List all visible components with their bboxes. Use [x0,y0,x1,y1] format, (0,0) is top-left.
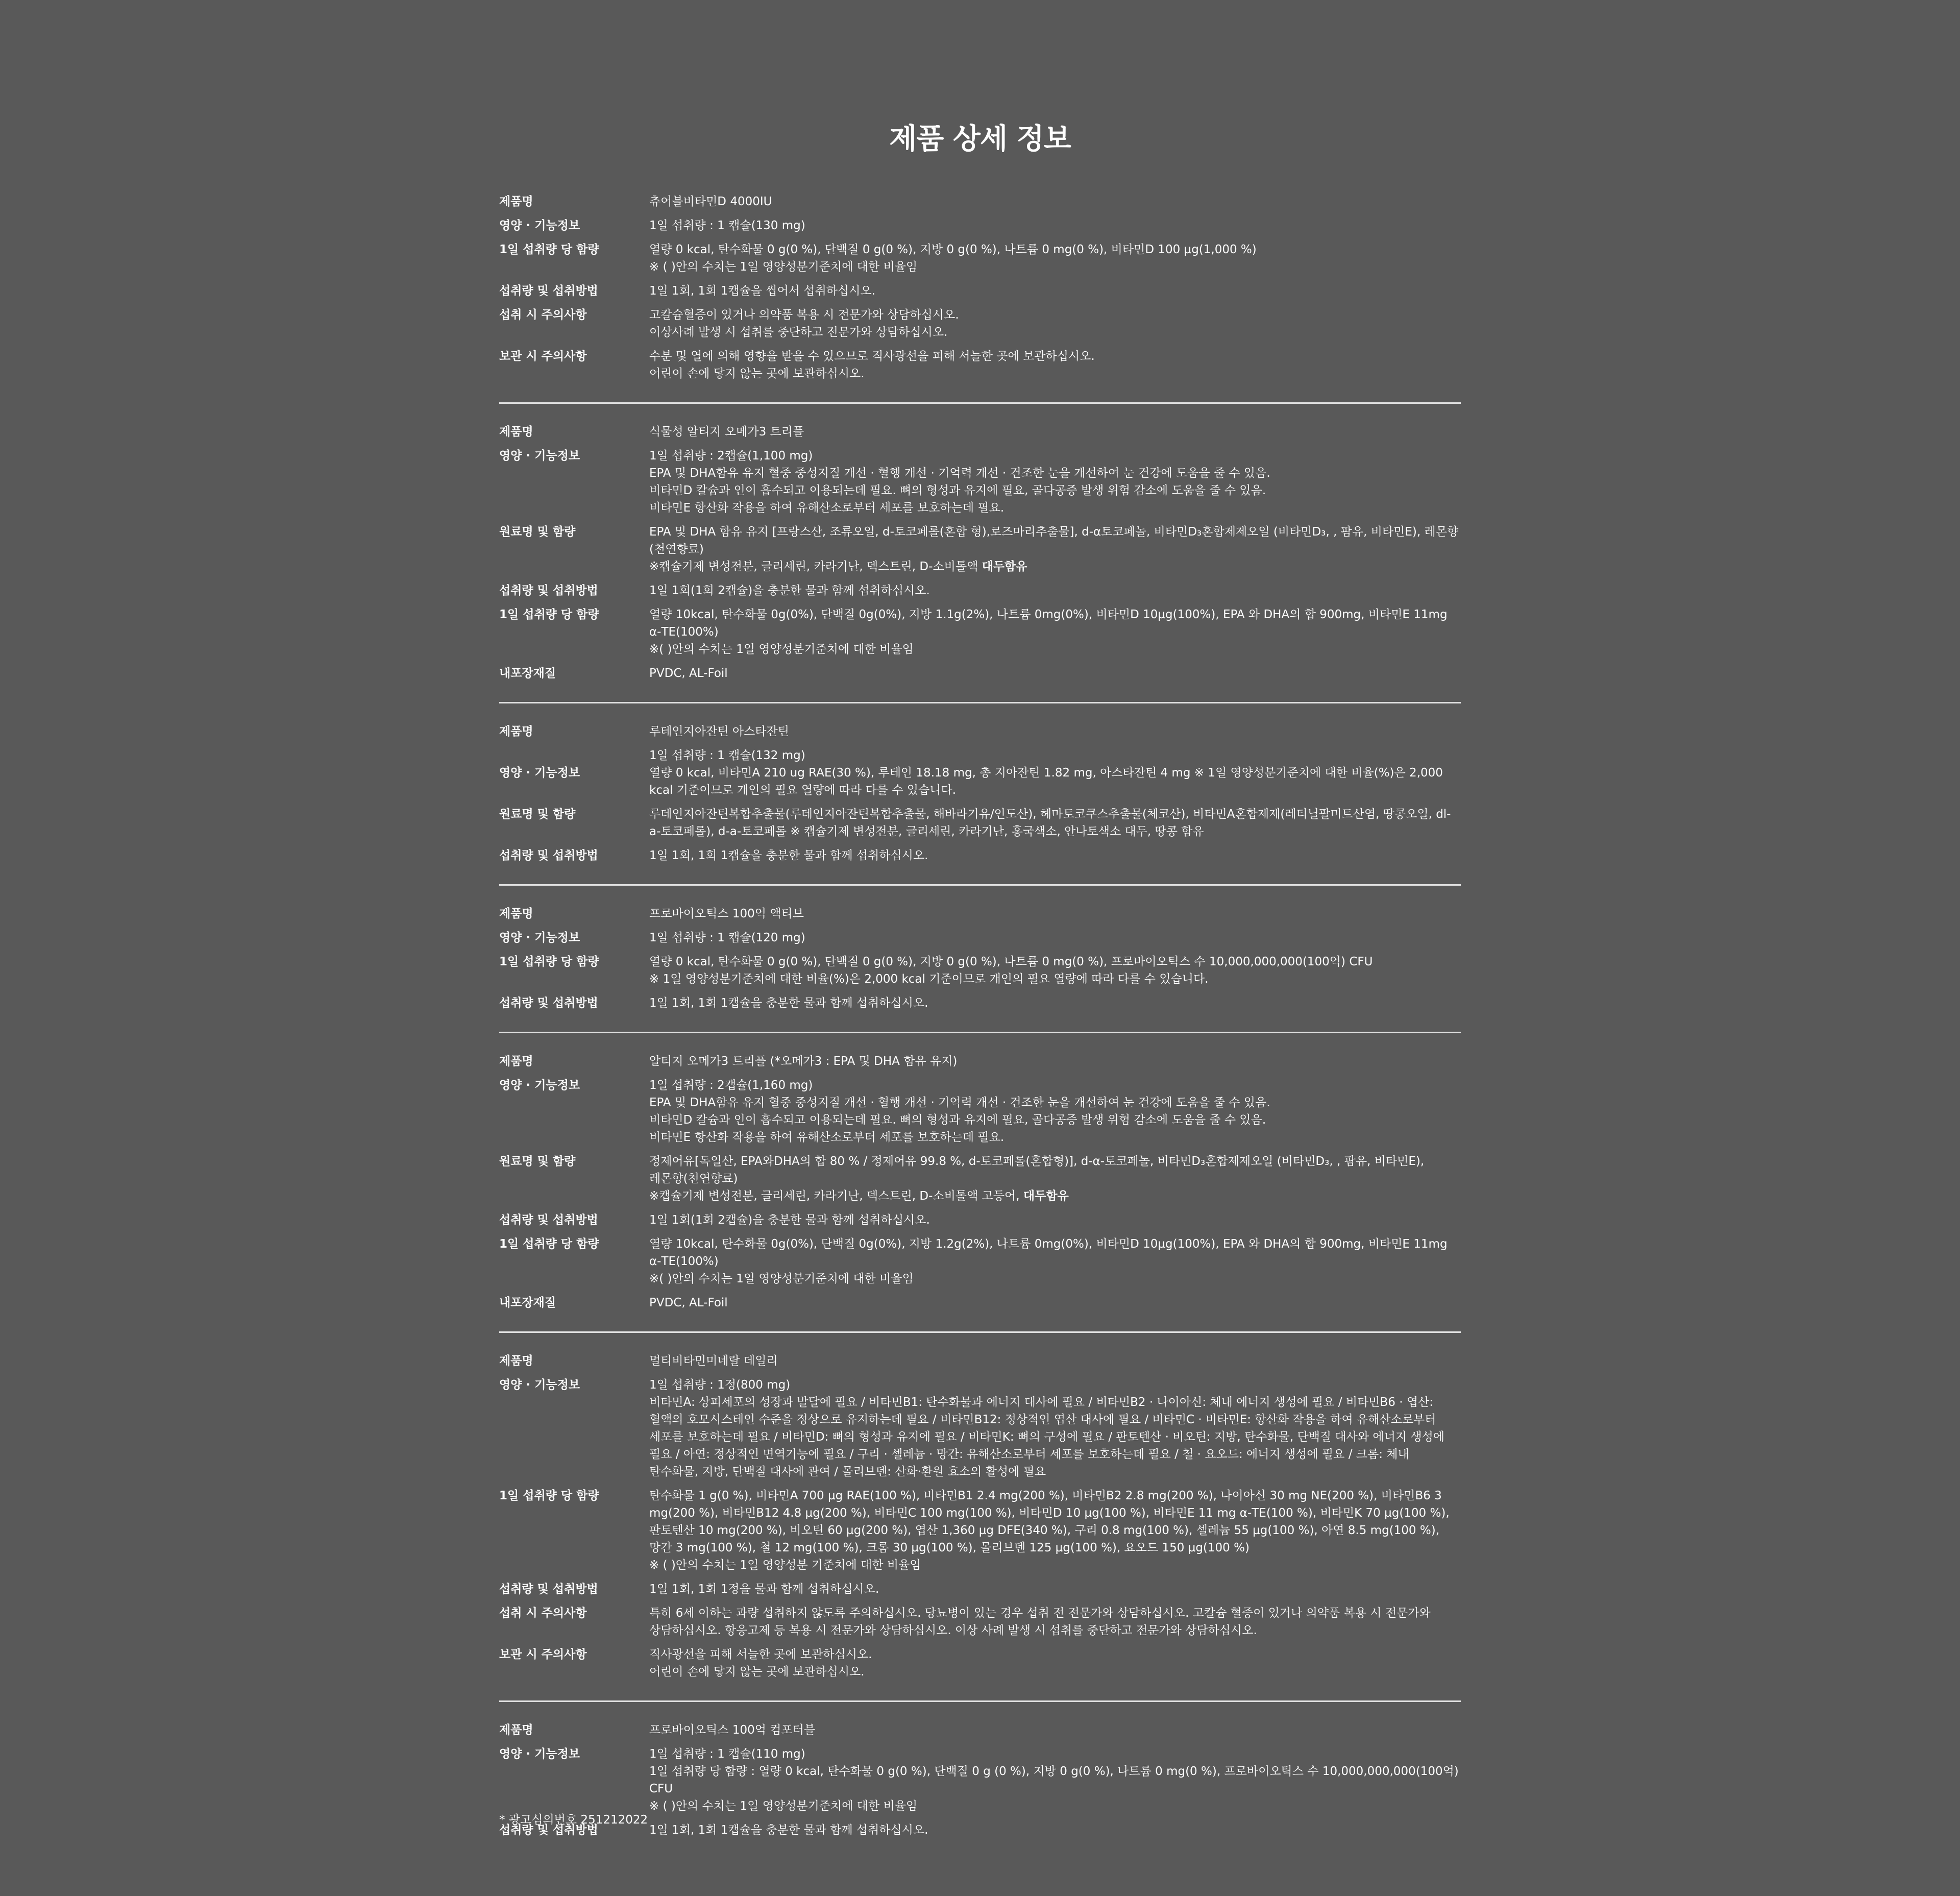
value-line: 특히 6세 이하는 과량 섭취하지 않도록 주의하십시오. 당뇨병이 있는 경우 섭취 전 전문가와 상담하십시오. 고칼슘 혈증이 있거나 의약품 복용 시 전문가와 상담하십시오. 항응고제 등 복용 시 전문가와 상담하십시오. 이상 사례 발생 시 섭취를 중단하고 전문가와 상담하십시오. [649,1607,1431,1637]
row-label: 영양 · 기능정보 [499,449,580,463]
info-row [499,747,1461,799]
row-label: 내포장재질 [499,1296,556,1309]
row-label: 제품명 [499,425,533,439]
row-label: 원료명 및 함량 [499,525,576,539]
row-label: 영양 · 기능정보 [499,766,580,780]
row-label: 원료명 및 함량 [499,1155,576,1168]
value-line: ※ 1일 영양성분기준치에 대한 비율(%)은 2,000 kcal 기준이므로 개인의 필요 열량에 따라 다를 수 있습니다. [649,973,1209,986]
row-label: 제품명 [499,725,533,738]
value-line: 1일 섭취량 : 2캡슐(1,160 mg) [649,1079,813,1092]
value-line: 어린이 손에 닿지 않는 곳에 보관하십시오. [649,367,865,380]
value-line: 1일 1회, 1회 1캡슐을 충분한 물과 함께 섭취하십시오. [649,849,928,862]
value-line: 열량 0 kcal, 비타민A 210 ug RAE(30 %), 루테인 18.18 mg, 총 지아잔틴 1.82 mg, 아스타잔틴 4 mg ※ 1일 영양성분기준치에 대한 비율(%)은 2,000 kcal 기준이므로 개인의 필요 열량에 따라 다를 수 있습니다. [649,766,1443,797]
value-line: 열량 10kcal, 탄수화물 0g(0%), 단백질 0g(0%), 지방 1.1g(2%), 나트륨 0mg(0%), 비타민D 10µg(100%), EPA 와 DHA의 합 900mg, 비타민E 11mg α-TE(100%) [649,608,1448,639]
row-label: 섭취량 및 섭취방법 [499,849,598,862]
value-line: ※ ( )안의 수치는 1일 영양성분기준치에 대한 비율임 [649,260,918,274]
row-value [649,447,1461,517]
row-value [649,1153,1461,1205]
row-value [649,806,1461,840]
value-line: PVDC, AL-Foil [649,667,728,680]
info-row [499,1376,1461,1480]
product-section [499,1349,1461,1702]
info-row [499,1211,1461,1229]
info-row [499,723,1461,740]
info-row [499,1352,1461,1370]
info-row [499,423,1461,441]
info-row [499,1053,1461,1070]
allergen-note: 대두함유 [1023,1189,1069,1203]
row-label: 1일 섭취량 당 함량 [499,1489,599,1502]
row-value [649,929,1461,946]
value-line: 1일 1회(1회 2캡슐)을 충분한 물과 함께 섭취하십시오. [649,584,930,597]
value-line: 비타민D 칼슘과 인이 흡수되고 이용되는데 필요. 뼈의 형성과 유지에 필요, 골다공증 발생 위험 감소에 도움을 줄 수 있음. [649,1113,1266,1127]
info-row [499,1605,1461,1639]
value-line: 1일 섭취량 : 1 캡슐(110 mg) [649,1747,805,1761]
info-row [499,217,1461,234]
product-section [499,1718,1461,1859]
product-name: 츄어블비타민D 4000IU [649,195,772,208]
value-line: 정제어유[독일산, EPA와DHA의 합 80 % / 정제어유 99.8 %, d-토코페롤(혼합형)], d-α-토코페놀, 비타민D₃혼합제제오일 (비타민D₃, , 팜유, 비타민E), 레몬향(천연향료) [649,1155,1425,1185]
value-line: EPA 및 DHA 함유 유지 [프랑스산, 조류오일, d-토코페롤(혼합 형),로즈마리추출물], d-α토코페놀, 비타민D₃혼합제제오일 (비타민D₃, , 팜유, 비타민E), 레몬향(천연향료) [649,525,1459,556]
value-line: PVDC, AL-Foil [649,1296,728,1309]
info-row [499,1294,1461,1311]
info-row [499,1153,1461,1205]
row-label: 원료명 및 함량 [499,808,576,821]
row-value [649,1821,1461,1839]
info-row [499,306,1461,341]
info-row [499,953,1461,988]
product-name: 프로바이오틱스 100억 컴포터블 [649,1723,816,1737]
value-line: 수분 및 열에 의해 영향을 받을 수 있으므로 직사광선을 피해 서늘한 곳에 보관하십시오. [649,350,1095,363]
row-value [649,1211,1461,1229]
value-line: 1일 섭취량 : 2캡슐(1,100 mg) [649,449,813,463]
row-value [649,953,1461,988]
row-label: 섭취량 및 섭취방법 [499,1583,598,1596]
product-section [499,1050,1461,1333]
row-label: 섭취량 및 섭취방법 [499,584,598,597]
row-label: 제품명 [499,907,533,920]
row-value [649,847,1461,864]
row-value [649,1235,1461,1287]
value-line: 열량 0 kcal, 탄수화물 0 g(0 %), 단백질 0 g(0 %), 지방 0 g(0 %), 나트륨 0 mg(0 %), 비타민D 100 µg(1,000 %) [649,243,1257,256]
value-line: 1일 1회, 1회 1캡슐을 충분한 물과 함께 섭취하십시오. [649,996,928,1010]
row-label: 섭취 시 주의사항 [499,308,587,322]
row-value [649,348,1461,382]
row-value [649,1646,1461,1681]
info-row [499,806,1461,840]
row-value [649,747,1461,799]
row-value [649,241,1461,276]
row-value [649,306,1461,341]
info-row [499,1581,1461,1598]
row-label: 1일 섭취량 당 함량 [499,243,599,256]
row-label: 영양 · 기능정보 [499,1747,580,1761]
row-value [649,282,1461,300]
product-name: 프로바이오틱스 100억 액티브 [649,907,804,920]
row-label: 제품명 [499,1354,533,1368]
value-line: 이상사례 발생 시 섭취를 중단하고 전문가와 상담하십시오. [649,326,948,339]
page-title: 제품 상세 정보 [889,123,1071,156]
row-value [649,994,1461,1012]
row-value [649,582,1461,599]
row-value [649,665,1461,682]
row-label: 섭취량 및 섭취방법 [499,996,598,1010]
info-row [499,1745,1461,1815]
value-line: 비타민E 항산화 작용을 하여 유해산소로부터 세포를 보호하는데 필요. [649,501,1004,515]
row-label: 섭취 시 주의사항 [499,1607,587,1620]
row-label: 제품명 [499,1055,533,1068]
value-line: 1일 1회, 1회 1정을 물과 함께 섭취하십시오. [649,1583,879,1596]
value-line: 1일 섭취량 : 1 캡슐(132 mg) [649,749,805,762]
value-line: 비타민E 항산화 작용을 하여 유해산소로부터 세포를 보호하는데 필요. [649,1131,1004,1144]
value-line: 비타민A: 상피세포의 성장과 발달에 필요 / 비타민B1: 탄수화물과 에너지 대사에 필요 / 비타민B2 · 나이아신: 체내 에너지 생성에 필요 / 비타민B6 · 엽산: 혈액의 호모시스테인 수준을 정상으로 유지하는데 필요 / 비타민B12: 정상적인 엽산 대사에 필요 / 비타민C · 비타민E: 항산화 작용을 하여 유해산소로부터 세포를 보호하는데 필요 / 비타민D: 뼈의 형성과 유지에 필요 / 비타민K: 뼈의 구성에 필요 / 판토텐산 · 비오틴: 지방, 탄수화물, 단백질 대사와 에너지 생성에 필요 / 아연: 정상적인 면역기능에 필요 / 구리 · 셀레늄 · 망간: 유해산소로부터 세포를 보호하는데 필요 / 철 · 요오드: 에너지 생성에 필요 / 크롬: 체내 탄수화물, 지방, 단백질 대사에 관여 / 몰리브덴: 산화·환원 효소의 활성에 필요 [649,1396,1445,1478]
value-line: 열량 10kcal, 탄수화물 0g(0%), 단백질 0g(0%), 지방 1.2g(2%), 나트륨 0mg(0%), 비타민D 10µg(100%), EPA 와 DHA의 합 900mg, 비타민E 11mg α-TE(100%) [649,1237,1448,1268]
value-line: 비타민D 칼슘과 인이 흡수되고 이용되는데 필요. 뼈의 형성과 유지에 필요, 골다공증 발생 위험 감소에 도움을 줄 수 있음. [649,484,1266,497]
info-row [499,1235,1461,1287]
row-label: 1일 섭취량 당 함량 [499,1237,599,1251]
row-value [649,217,1461,234]
row-label: 섭취량 및 섭취방법 [499,284,598,298]
product-name: 루테인지아잔틴 아스타잔틴 [649,725,789,738]
value-line: 1일 1회, 1회 1캡슐을 씹어서 섭취하십시오. [649,284,875,298]
row-value [649,1581,1461,1598]
ad-review-number: * 광고심의번호 251212022 [499,1813,648,1827]
info-row [499,994,1461,1012]
row-label: 제품명 [499,1723,533,1737]
value-line: 고칼슘혈증이 있거나 의약품 복용 시 전문가와 상담하십시오. [649,308,959,322]
row-value [649,1077,1461,1146]
info-row [499,665,1461,682]
value-line: 1일 섭취량 당 함량 : 열량 0 kcal, 탄수화물 0 g(0 %), 단백질 0 g (0 %), 지방 0 g(0 %), 나트륨 0 mg(0 %), 프로바이오틱스 수 10,000,000,000(100억) CFU [649,1765,1459,1795]
value-line: ※( )안의 수치는 1일 영양성분기준치에 대한 비율임 [649,643,914,656]
product-section [499,420,1461,703]
product-name: 식물성 알티지 오메가3 트리플 [649,425,804,439]
row-label: 섭취량 및 섭취방법 [499,1213,598,1227]
value-line: 열량 0 kcal, 탄수화물 0 g(0 %), 단백질 0 g(0 %), 지방 0 g(0 %), 나트륨 0 mg(0 %), 프로바이오틱스 수 10,000,000,000(100억) CFU [649,955,1373,968]
info-row [499,1487,1461,1574]
info-row [499,606,1461,658]
info-row [499,241,1461,276]
row-value [649,606,1461,658]
value-line: 직사광선을 피해 서늘한 곳에 보관하십시오. [649,1648,872,1661]
info-row [499,1721,1461,1739]
row-label: 보관 시 주의사항 [499,1648,587,1661]
info-row [499,582,1461,599]
row-value [649,1745,1461,1815]
value-line: 어린이 손에 닿지 않는 곳에 보관하십시오. [649,1665,865,1679]
value-line: 루테인지아잔틴복합추출물(루테인지아잔틴복합추출물, 해바라기유/인도산), 헤마토코쿠스추출물(체코산), 비타민A혼합제제(레티닐팔미트산염, 땅콩오일, dl-a-토코페롤), d-a-토코페롤 ※ 캡슐기제 변성전분, 글리세린, 카라기난, 홍국색소, 안나토색소 대두, 땅콩 함유 [649,808,1451,838]
row-label: 제품명 [499,195,533,208]
product-name: 알티지 오메가3 트리플 (*오메가3 : EPA 및 DHA 함유 유지) [649,1055,958,1068]
row-label: 섭취량 및 섭취방법 [499,1824,598,1837]
value-line: 탄수화물 1 g(0 %), 비타민A 700 µg RAE(100 %), 비타민B1 2.4 mg(200 %), 비타민B2 2.8 mg(200 %), 나이아신 30 mg NE(200 %), 비타민B6 3 mg(200 %), 비타민B12 4.8 µg(200 %), 비타민C 100 mg(100 %), 비타민D 10 µg(100 %), 비타민E 11 mg α-TE(100 %), 비타민K 70 µg(100 %), 판토텐산 10 mg(200 %), 비오틴 60 µg(200 %), 엽산 1,360 µg DFE(340 %), 구리 0.8 mg(100 %), 셀레늄 55 µg(100 %), 아연 8.5 mg(100 %), 망간 3 mg(100 %), 철 12 mg(100 %), 크롬 30 µg(100 %), 몰리브덴 125 µg(100 %), 요오드 150 µg(100 %) [649,1489,1450,1554]
info-row [499,348,1461,382]
value-line [649,1187,1461,1205]
row-label: 영양 · 기능정보 [499,1378,580,1392]
value-line: EPA 및 DHA함유 유지 혈중 중성지질 개선 · 혈행 개선 · 기억력 개선 · 건조한 눈을 개선하여 눈 건강에 도움을 줄 수 있음. [649,467,1270,480]
row-label: 1일 섭취량 당 함량 [499,608,599,621]
allergen-note: 대두함유 [982,560,1027,573]
value-line: ※ ( )안의 수치는 1일 영양성분기준치에 대한 비율임 [649,1800,918,1813]
value-line: 1일 1회(1회 2캡슐)을 충분한 물과 함께 섭취하십시오. [649,1213,930,1227]
row-label: 1일 섭취량 당 함량 [499,955,599,968]
info-row [499,847,1461,864]
row-value [649,1487,1461,1574]
row-value [649,1605,1461,1639]
info-row [499,447,1461,517]
product-section [499,190,1461,404]
value-line: 1일 섭취량 : 1 캡슐(130 mg) [649,219,805,232]
row-label: 영양 · 기능정보 [499,219,580,232]
row-value [649,1376,1461,1480]
value-line: 1일 1회, 1회 1캡슐을 충분한 물과 함께 섭취하십시오. [649,1824,928,1837]
value-line: 1일 섭취량 : 1 캡슐(120 mg) [649,931,805,944]
row-label: 영양 · 기능정보 [499,931,580,944]
value-line: ※ ( )안의 수치는 1일 영양성분 기준치에 대한 비율임 [649,1559,921,1572]
info-row [499,523,1461,575]
value-line [649,558,1461,575]
row-value [649,1294,1461,1311]
ingredients-note: ※캡슐기제 변성전분, 글리세린, 카라기난, 덱스트린, D-소비톨액 고등어, [649,1189,1023,1203]
value-line: 1일 섭취량 : 1정(800 mg) [649,1378,791,1392]
info-row [499,1646,1461,1681]
row-label: 영양 · 기능정보 [499,1079,580,1092]
info-row [499,905,1461,922]
product-section [499,902,1461,1033]
info-row [499,193,1461,210]
product-section [499,720,1461,886]
product-name: 멀티비타민미네랄 데일리 [649,1354,778,1368]
ingredients-note: ※캡슐기제 변성전분, 글리세린, 카라기난, 덱스트린, D-소비톨액 [649,560,982,573]
info-row [499,1077,1461,1146]
row-label: 내포장재질 [499,667,556,680]
row-label: 보관 시 주의사항 [499,350,587,363]
value-line: EPA 및 DHA함유 유지 혈중 중성지질 개선 · 혈행 개선 · 기억력 개선 · 건조한 눈을 개선하여 눈 건강에 도움을 줄 수 있음. [649,1096,1270,1109]
info-row [499,929,1461,946]
info-row [499,282,1461,300]
product-info-list [499,190,1461,1859]
row-value [649,523,1461,575]
value-line: ※( )안의 수치는 1일 영양성분기준치에 대한 비율임 [649,1272,914,1285]
